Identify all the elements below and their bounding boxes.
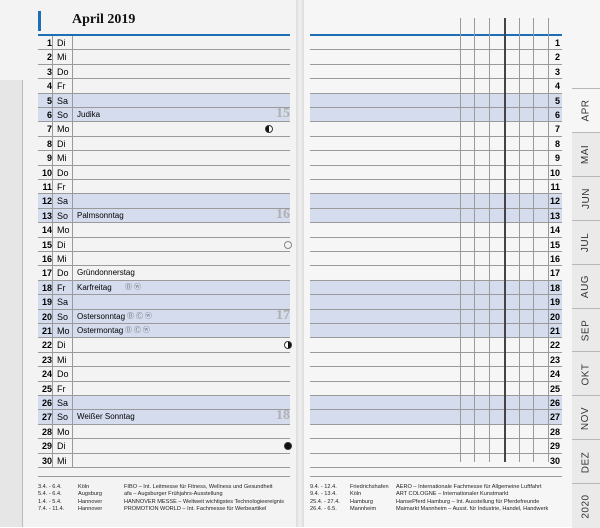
day-row[interactable] (38, 266, 290, 280)
weekday-label: Mi (57, 153, 67, 164)
day-row[interactable] (38, 396, 290, 410)
day-row[interactable] (38, 108, 290, 122)
day-note: Gründonnerstag (77, 268, 135, 278)
fair-text: PROMOTION WORLD – Int. Fachmesse für Werbeartikel (124, 506, 267, 513)
fair-date: 1.4. - 5.4. (38, 498, 62, 505)
day-number-right: 8 (554, 138, 560, 149)
month-tab[interactable] (572, 483, 600, 528)
week-number: 15 (276, 106, 290, 121)
grid-line (460, 18, 461, 462)
day-number: 27 (41, 412, 52, 423)
day-number: 28 (41, 426, 52, 437)
day-number-right: 13 (549, 210, 560, 221)
day-number: 8 (46, 138, 52, 149)
month-tab[interactable] (572, 220, 600, 265)
day-row[interactable] (38, 223, 290, 237)
month-tab[interactable] (572, 439, 600, 484)
day-row[interactable] (38, 206, 290, 223)
day-number-right: 9 (554, 153, 560, 164)
day-row[interactable] (38, 367, 290, 381)
fair-date: 7.4. - 11.4. (38, 506, 65, 513)
weekday-label: Fr (57, 81, 66, 92)
day-number-right: 26 (549, 398, 560, 408)
day-number: 21 (41, 326, 52, 336)
month-tab[interactable] (572, 132, 600, 177)
grid-line (548, 18, 549, 462)
day-number-right: 24 (549, 369, 560, 380)
holiday-region-icons: Ⓑ ⓦ (125, 283, 141, 291)
day-row[interactable] (38, 454, 290, 468)
month-tab-label: APR (580, 99, 592, 122)
day-row[interactable] (38, 307, 290, 324)
day-number: 10 (41, 167, 52, 178)
day-row[interactable] (38, 439, 290, 453)
day-number-right: 15 (549, 239, 560, 250)
fair-text: afa – Augsburger Frühjahrs-Ausstellung (124, 491, 223, 498)
day-row[interactable] (38, 137, 290, 151)
day-number-right: 3 (554, 66, 560, 77)
day-number: 4 (46, 81, 52, 92)
month-tab[interactable] (572, 351, 600, 396)
day-row[interactable] (38, 180, 290, 194)
week-number: 17 (276, 307, 290, 323)
fair-text: HANNOVER MESSE – Weltweit wichtigstes Technologieereignis (124, 498, 284, 505)
fair-date: 3.4. - 6.4. (38, 484, 62, 490)
fair-text: FIBO – Int. Leitmesse für Fitness, Wellness und Gesundheit (124, 484, 273, 490)
day-row[interactable] (38, 252, 290, 266)
weekday-label: Do (57, 167, 69, 178)
weekday-label: Do (57, 268, 69, 279)
day-number-right: 10 (549, 167, 560, 178)
fair-date: 9.4. - 13.4. (310, 491, 337, 498)
day-number-right: 23 (549, 354, 560, 365)
day-number: 24 (41, 369, 52, 380)
day-number: 14 (41, 225, 52, 236)
fair-city: Friedrichshafen (350, 484, 389, 490)
week-number: 18 (276, 408, 290, 424)
month-tab-label: MAI (580, 145, 592, 165)
weekday-label: Sa (57, 196, 69, 207)
fair-city: Mannheim (350, 506, 377, 513)
day-number-right: 14 (549, 225, 560, 236)
weekday-label: Fr (57, 182, 66, 192)
fair-date: 5.4. - 6.4. (38, 491, 62, 498)
month-tab-label: AUG (580, 274, 592, 299)
month-tab[interactable] (572, 395, 600, 440)
weekday-label: So (57, 110, 69, 120)
month-tab-label: NOV (580, 406, 592, 430)
day-number: 22 (41, 340, 52, 351)
day-number-right: 2 (554, 52, 560, 63)
day-number: 9 (46, 153, 52, 164)
day-number-right: 20 (549, 311, 560, 322)
day-row[interactable] (38, 166, 290, 180)
day-number: 7 (46, 124, 52, 135)
day-note: Ostersonntag (77, 311, 126, 321)
day-row[interactable] (38, 353, 290, 367)
month-tab-label: DEZ (580, 451, 592, 473)
day-number: 2 (46, 52, 52, 63)
weekday-label: Mi (57, 254, 67, 264)
footer-rule-right (310, 476, 562, 477)
weekday-label: Di (57, 138, 66, 149)
fair-text: HansePferd Hamburg – Int. Ausstellung für Pferdefreunde (396, 498, 540, 505)
day-number-right: 16 (549, 254, 560, 264)
weekday-label: Do (57, 66, 69, 77)
grid-line (504, 18, 506, 462)
weekday-label: Fr (57, 282, 66, 293)
day-number: 5 (46, 95, 52, 106)
day-note: Palmsonntag (77, 210, 124, 220)
day-number: 15 (41, 239, 52, 250)
fair-city: Augsburg (78, 491, 102, 498)
week-number: 16 (276, 206, 290, 222)
planning-grid (460, 18, 548, 462)
weekday-label: Do (57, 369, 69, 380)
day-row[interactable] (38, 65, 290, 79)
day-number-right: 29 (549, 441, 560, 452)
page-title: April 2019 (72, 12, 136, 27)
day-row[interactable] (38, 425, 290, 439)
day-note: Judika (77, 110, 101, 119)
day-number-right: 19 (549, 297, 560, 308)
day-number-right: 22 (549, 340, 560, 351)
month-tab[interactable] (572, 308, 600, 353)
day-row[interactable] (38, 410, 290, 424)
month-tab-label: JUN (580, 188, 592, 210)
day-number-right: 27 (549, 412, 560, 423)
fair-date: 9.4. - 12.4. (310, 484, 337, 490)
fair-city: Hannover (78, 506, 103, 513)
day-row[interactable] (38, 79, 290, 93)
day-number: 25 (41, 383, 52, 394)
day-row[interactable] (38, 238, 290, 252)
month-tab-label: SEP (580, 319, 592, 342)
day-row[interactable] (38, 382, 290, 396)
month-tabs (572, 88, 600, 527)
weekday-label: So (57, 311, 69, 322)
left-flap (0, 80, 23, 527)
weekday-label: Di (57, 239, 66, 250)
weekday-label: Sa (57, 398, 69, 408)
weekday-label: Mo (57, 225, 70, 236)
weekday-label: Mo (57, 326, 70, 336)
day-number: 12 (41, 196, 52, 207)
grid-line (533, 18, 534, 462)
day-number: 6 (46, 110, 52, 120)
day-number-right: 7 (554, 124, 560, 135)
day-number: 29 (41, 441, 52, 452)
month-marker (38, 11, 41, 31)
book-spine (296, 0, 304, 527)
fair-text: AERO – Internationale Fachmesse für Allgemeine Luftfahrt (396, 484, 542, 490)
day-number: 11 (42, 182, 52, 192)
day-row[interactable] (38, 338, 290, 352)
month-tab-label: JUL (580, 232, 592, 253)
day-number-right: 1 (554, 38, 560, 48)
weekday-label: So (57, 412, 69, 423)
month-tab-label: 2020 (580, 493, 592, 519)
fair-city: Köln (78, 484, 90, 490)
weekday-label: Di (57, 38, 66, 48)
day-number: 26 (41, 398, 52, 408)
day-number: 20 (41, 311, 52, 322)
day-number-right: 28 (549, 426, 560, 437)
fair-text: ART COLOGNE – Internationaler Kunstmarkt (396, 491, 509, 498)
day-number-right: 18 (549, 282, 560, 293)
weekday-label: Mi (57, 354, 67, 365)
day-number-right: 21 (549, 326, 560, 336)
weekday-label: Mi (57, 52, 67, 63)
day-row[interactable] (38, 281, 290, 295)
month-tab[interactable] (572, 176, 600, 221)
weekday-label: So (57, 210, 69, 221)
day-number-right: 5 (554, 95, 560, 106)
month-tab[interactable] (572, 264, 600, 309)
weekday-label: Fr (57, 383, 66, 394)
day-row[interactable] (38, 50, 290, 64)
grid-line (474, 18, 475, 462)
day-number-right: 11 (550, 182, 560, 192)
weekday-label: Sa (57, 297, 69, 308)
day-note: Karfreitag (77, 282, 112, 292)
day-row[interactable] (38, 295, 290, 309)
fair-city: Hamburg (350, 498, 374, 505)
fair-date: 26.4. - 6.5. (310, 506, 337, 513)
day-row[interactable] (38, 151, 290, 165)
footer-rule-left (38, 476, 290, 477)
weekday-label: Mi (57, 455, 67, 466)
fair-city: Köln (350, 491, 362, 498)
day-number: 18 (41, 282, 52, 293)
day-number-right: 6 (554, 110, 560, 120)
day-note: Ostermontag (77, 326, 124, 335)
day-number: 13 (41, 210, 52, 221)
day-number: 3 (46, 66, 52, 77)
holiday-region-icons: Ⓑ Ⓒ ⓦ (125, 327, 150, 334)
weekday-label: Di (57, 340, 66, 351)
grid-line (519, 18, 520, 462)
day-number-right: 17 (549, 268, 560, 279)
day-number-right: 30 (549, 455, 560, 466)
holiday-region-icons: Ⓑ Ⓒ ⓦ (127, 312, 152, 320)
grid-line (489, 18, 490, 462)
month-tab[interactable] (572, 88, 600, 133)
fair-text: Maimarkt Mannheim – Ausst. für Industrie, Handel, Handwerk (396, 506, 549, 513)
day-number: 23 (41, 354, 52, 365)
day-row[interactable] (38, 324, 290, 338)
fair-date: 25.4. - 27.4. (310, 498, 340, 505)
day-number: 1 (46, 38, 52, 48)
day-row[interactable] (38, 194, 290, 208)
day-number: 17 (41, 268, 52, 279)
weekday-label: Mo (57, 124, 70, 135)
day-number-right: 25 (549, 383, 560, 394)
day-number: 19 (41, 297, 52, 308)
weekday-label: Sa (57, 95, 69, 106)
day-note: Weißer Sonntag (77, 412, 135, 422)
day-number-right: 12 (549, 196, 560, 207)
day-number: 30 (41, 455, 52, 466)
day-row[interactable] (38, 94, 290, 108)
day-row[interactable] (38, 122, 290, 136)
day-row[interactable] (38, 36, 290, 50)
moon-phase-icon (284, 241, 292, 249)
fair-city: Hannover (78, 498, 103, 505)
month-tab-label: OKT (580, 363, 592, 386)
day-number-right: 4 (554, 81, 560, 92)
weekday-label: Di (57, 441, 66, 452)
column-divider (52, 36, 53, 468)
day-number: 16 (41, 254, 52, 264)
weekday-label: Mo (57, 426, 70, 437)
column-divider (72, 36, 73, 468)
